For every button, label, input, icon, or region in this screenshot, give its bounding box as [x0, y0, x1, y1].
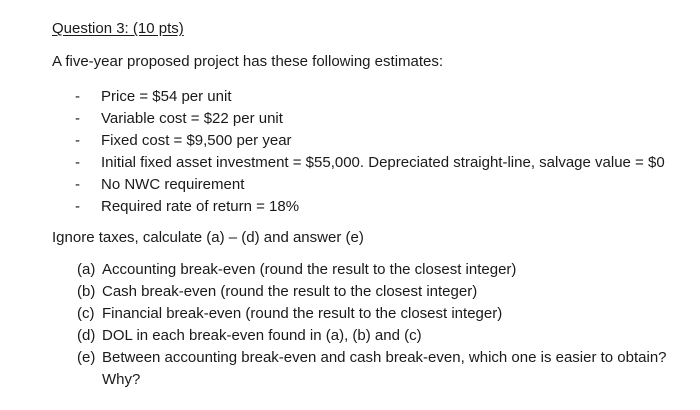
task-marker: (b) [77, 283, 96, 300]
task-text: Financial break-even (round the result to the closest integer) [102, 305, 503, 322]
task-item-a [77, 259, 672, 281]
task-marker: (d) [77, 327, 96, 344]
task-item-c [77, 303, 672, 325]
list-item [75, 108, 665, 130]
estimate-initial-investment: Initial fixed asset investment = $55,000. Depreciated straight-line, salvage value = $0 [101, 154, 665, 171]
estimate-price: Price = $54 per unit [101, 88, 232, 105]
task-item-b [77, 281, 672, 303]
task-text: Accounting break-even (round the result to the closest integer) [102, 261, 517, 278]
list-item [75, 174, 665, 196]
instruction-text: Ignore taxes, calculate (a) – (d) and answer (e) [52, 229, 364, 246]
list-item [75, 86, 665, 108]
list-item [75, 196, 665, 218]
list-item [75, 130, 665, 152]
estimate-fixed-cost: Fixed cost = $9,500 per year [101, 132, 292, 149]
question-intro: A five-year proposed project has these following estimates: [52, 53, 444, 70]
bullet-dash: - [75, 132, 80, 149]
task-item-e [77, 347, 672, 391]
bullet-dash: - [75, 88, 80, 105]
task-marker: (e) [77, 349, 96, 366]
estimate-required-return: Required rate of return = 18% [101, 198, 300, 215]
bullet-dash: - [75, 110, 80, 127]
list-item [75, 152, 665, 174]
estimates-list [75, 86, 665, 218]
bullet-dash: - [75, 176, 80, 193]
estimate-variable-cost: Variable cost = $22 per unit [101, 110, 283, 127]
estimate-nwc: No NWC requirement [101, 176, 245, 193]
question-heading: Question 3: (10 pts) [52, 20, 184, 37]
task-marker: (c) [77, 305, 95, 322]
task-text: Between accounting break-even and cash break-even, which one is easier to obtain? Why? [102, 349, 667, 388]
task-item-d [77, 325, 672, 347]
bullet-dash: - [75, 154, 80, 171]
task-text: DOL in each break-even found in (a), (b) and (c) [102, 327, 422, 344]
bullet-dash: - [75, 198, 80, 215]
tasks-list [77, 259, 672, 391]
task-text: Cash break-even (round the result to the closest integer) [102, 283, 478, 300]
task-marker: (a) [77, 261, 96, 278]
